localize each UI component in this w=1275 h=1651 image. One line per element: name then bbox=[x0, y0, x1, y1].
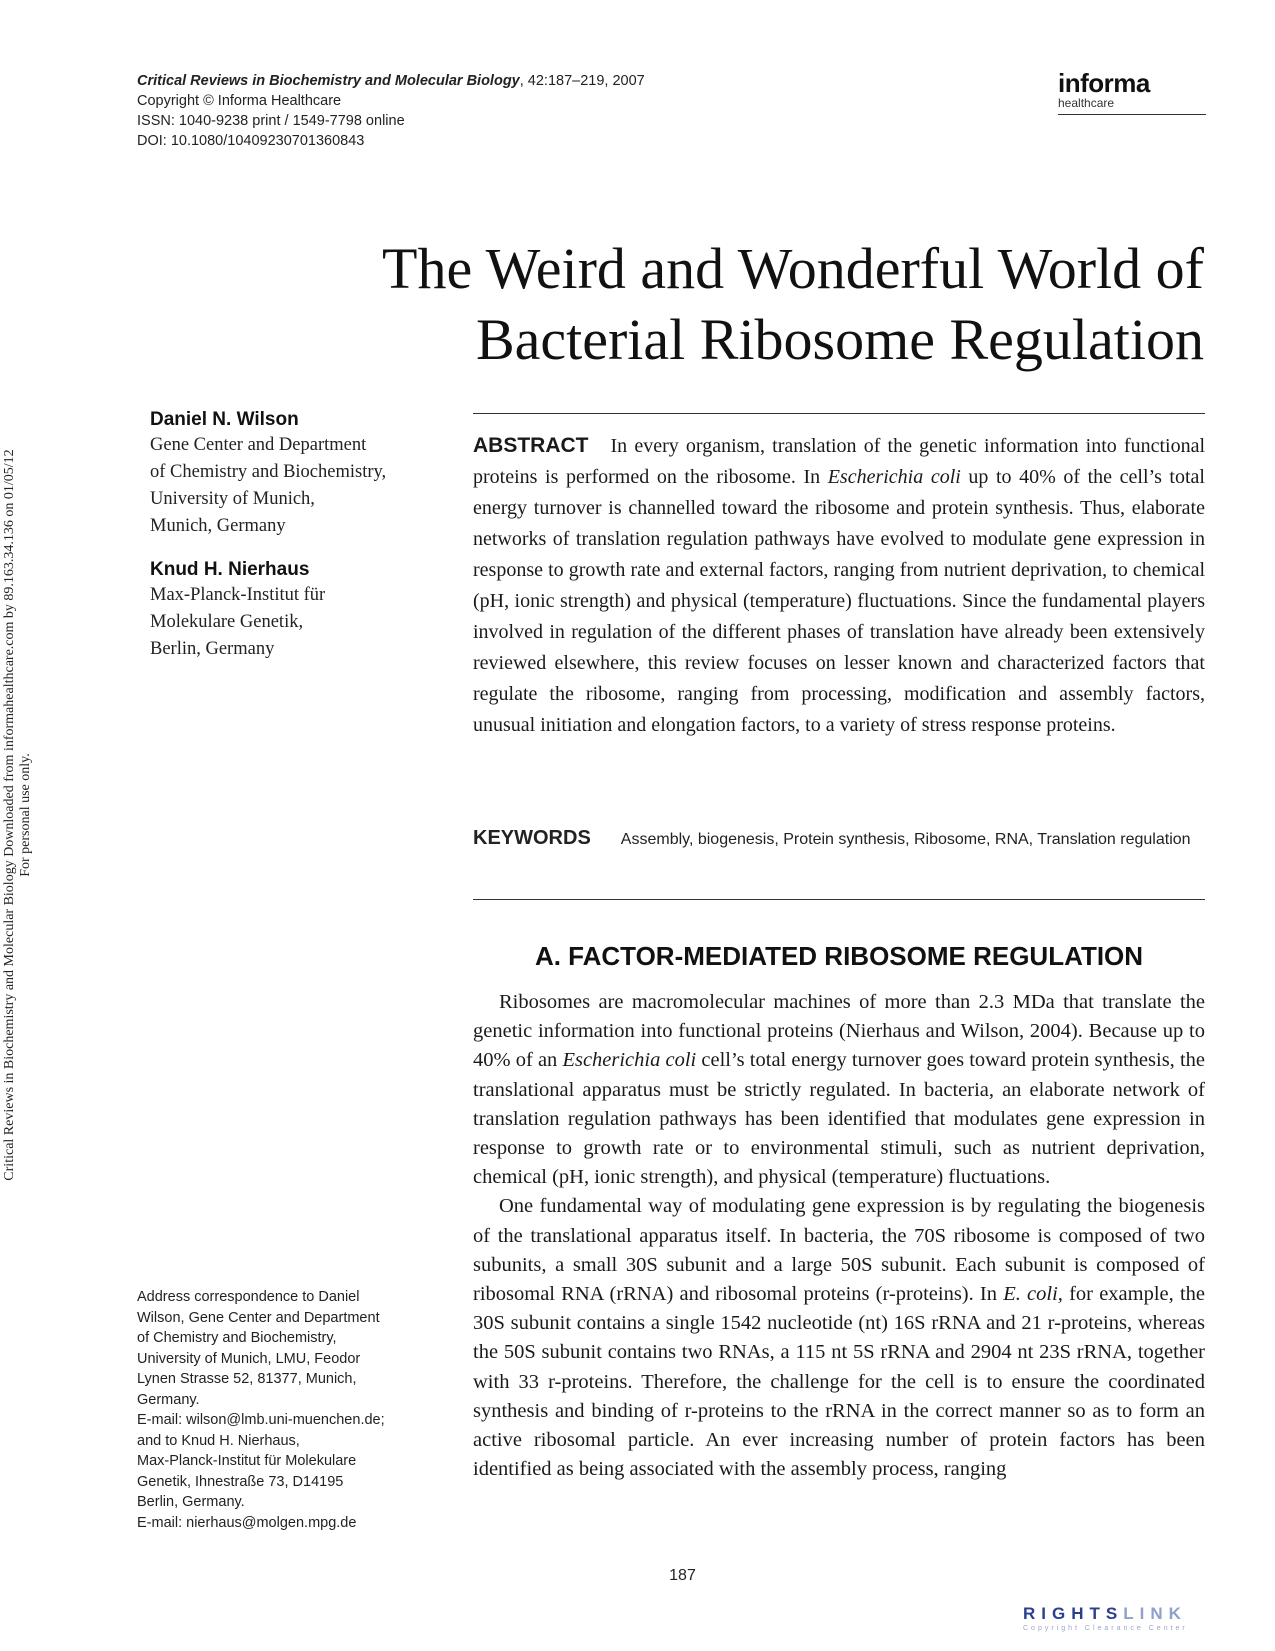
correspondence-line: Wilson, Gene Center and Department bbox=[137, 1309, 380, 1326]
keywords-label: KEYWORDS bbox=[473, 827, 591, 849]
correspondence-line: Berlin, Germany. bbox=[137, 1494, 245, 1510]
abstract-text: In every organism, translation of the genetic information into functional proteins is performed on the ribosome. In bbox=[473, 435, 1205, 488]
journal-volume-pages: , 42:187–219, 2007 bbox=[519, 73, 645, 89]
abstract-label: ABSTRACT bbox=[473, 434, 589, 457]
correspondence-email-line: E-mail: wilson@lmb.uni-muenchen.de; bbox=[137, 1412, 385, 1428]
section-heading: A. FACTOR-MEDIATED RIBOSOME REGULATION bbox=[534, 941, 1144, 971]
affiliation-line: Gene Center and Department bbox=[150, 435, 367, 455]
organism-name: Escherichia coli bbox=[562, 1049, 697, 1072]
rightslink-tagline: Copyright Clearance Center bbox=[1023, 1625, 1188, 1632]
abstract-organism: Escherichia coli bbox=[827, 466, 961, 488]
affiliation-line: University of Munich, bbox=[150, 489, 315, 509]
correspondence-address bbox=[137, 1287, 437, 1533]
correspondence-line: University of Munich, LMU, Feodor bbox=[137, 1350, 361, 1367]
correspondence-line: Address correspondence to Daniel bbox=[137, 1289, 360, 1305]
correspondence-line: and to Knud H. Nierhaus, bbox=[137, 1432, 300, 1449]
paragraph bbox=[473, 1192, 1205, 1484]
doi-line: DOI: 10.1080/10409230701360843 bbox=[137, 133, 365, 149]
organism-name: E. coli, bbox=[1003, 1283, 1063, 1306]
author-block bbox=[150, 558, 440, 663]
logo-main-text: informa bbox=[1058, 68, 1150, 98]
journal-header bbox=[137, 71, 645, 151]
title-line-2: Bacterial Ribosome Regulation bbox=[475, 307, 1204, 372]
correspondence-line: Lynen Strasse 52, 81377, Munich, bbox=[137, 1371, 357, 1387]
journal-citation bbox=[137, 71, 645, 91]
abstract-bottom-rule bbox=[473, 899, 1205, 900]
paragraph bbox=[473, 988, 1205, 1192]
affiliation-line: Max-Planck-Institut für bbox=[150, 585, 326, 605]
download-notice-line-2: For personal use only. bbox=[18, 753, 33, 877]
affiliation-line: Molekulare Genetik, bbox=[150, 612, 304, 632]
affiliation-line: of Chemistry and Biochemistry, bbox=[150, 462, 387, 482]
page-number: 187 bbox=[669, 1567, 696, 1584]
paragraph-text: cell’s total energy turnover goes toward protein synthesis, the translational apparatus must be strictly regulated. In bacteria, an elaborate network of translation regulation pathways has been identified that modulates gene expression in response to growth rate or to environmental stimuli, such as nutrient deprivation, chemical (pH, ionic strength), and physical (temperature) fluctuations. bbox=[473, 1049, 1205, 1189]
journal-name: Critical Reviews in Biochemistry and Molecular Biology bbox=[137, 73, 520, 89]
rightslink-logo bbox=[1023, 1604, 1259, 1644]
author-name: Daniel N. Wilson bbox=[150, 409, 299, 430]
correspondence-line: of Chemistry and Biochemistry, bbox=[137, 1330, 337, 1346]
copyright-line: Copyright © Informa Healthcare bbox=[137, 93, 342, 109]
author-list bbox=[150, 408, 440, 681]
title-line-1: The Weird and Wonderful World of bbox=[382, 236, 1204, 301]
logo-sub-text: healthcare bbox=[1058, 96, 1115, 110]
informa-healthcare-logo bbox=[1058, 70, 1206, 115]
paragraph-text: One fundamental way of modulating gene expression is by regulating the biogenesis of the translational apparatus itself. In bacteria, the 70S ribosome is composed of two subunits, a small 30S subunit and a large 50S subunit. Each subunit is composed of ribosomal RNA (rRNA) and ribosomal proteins (r-proteins). In bbox=[473, 1195, 1205, 1306]
download-notice bbox=[2, 375, 34, 1255]
rightslink-text-a: RIGHTS bbox=[1023, 1604, 1124, 1623]
paragraph-text: for example, the 30S subunit contains a single 1542 nucleotide (nt) 16S rRNA and 21 r-proteins, whereas the 50S subunit contains two RNAs, a 115 nt 5S rRNA and 2904 nt 23S rRNA, together with 33 r-proteins. Therefore, the challenge for the cell is to ensure the coordinated synthesis and binding of r-proteins to the rRNA in the correct manner so as to form an active ribosomal particle. An ever increasing number of protein factors has been identified as being associated with the assembly process, ranging bbox=[473, 1283, 1205, 1481]
author-name: Knud H. Nierhaus bbox=[150, 559, 310, 580]
paragraph-text: Ribosomes are macromolecular machines of more than 2.3 MDa that translate the genetic information into functional proteins (Nierhaus and Wilson, 2004). Because up to 40% of an bbox=[473, 991, 1205, 1072]
affiliation-line: Munich, Germany bbox=[150, 516, 286, 536]
article-title bbox=[284, 233, 1204, 375]
abstract-text: up to 40% of the cell’s total energy turnover is channelled toward the ribosome and protein synthesis. Thus, elaborate networks of translation regulation pathways have evolved to modulate gene expression in response to growth rate and external factors, ranging from nutrient deprivation, to chemical (pH, ionic strength) and physical (temperature) fluctuations. Since the fundamental players involved in regulation of the different phases of translation have already been extensively reviewed elsewhere, this review focuses on lesser known and characterized factors that regulate the ribosome, ranging from processing, modification and assembly factors, unusual initiation and elongation factors, to a variety of stress response proteins. bbox=[473, 466, 1205, 736]
abstract-top-rule bbox=[473, 413, 1205, 414]
correspondence-line: Max-Planck-Institut für Molekulare bbox=[137, 1453, 357, 1469]
correspondence-line: Germany. bbox=[137, 1391, 200, 1408]
issn-line: ISSN: 1040-9238 print / 1549-7798 online bbox=[137, 113, 405, 129]
author-block bbox=[150, 408, 440, 540]
correspondence-line: Genetik, Ihnestraße 73, D14195 bbox=[137, 1473, 344, 1490]
body-text bbox=[473, 988, 1205, 1484]
keywords-text: Assembly, biogenesis, Protein synthesis, Ribosome, RNA, Translation regulation bbox=[620, 831, 1191, 848]
affiliation-line: Berlin, Germany bbox=[150, 639, 275, 659]
correspondence-email-line: E-mail: nierhaus@molgen.mpg.de bbox=[137, 1514, 357, 1531]
logo-underline bbox=[1058, 114, 1206, 115]
abstract bbox=[473, 430, 1205, 741]
rightslink-text-b: LINK bbox=[1123, 1604, 1187, 1623]
download-notice-line-1: Critical Reviews in Biochemistry and Molecular Biology Downloaded from informahealthcare.com by 89.163.34.136 on 01/05/12 bbox=[2, 449, 17, 1181]
keywords bbox=[473, 827, 1205, 851]
